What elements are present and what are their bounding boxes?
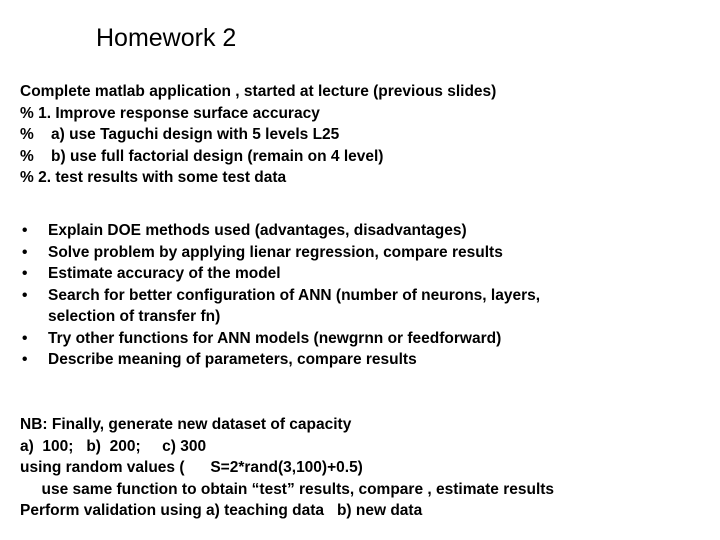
nb-line: using random values ( S=2*rand(3,100)+0.5) xyxy=(20,459,363,476)
nb-line: Perform validation using a) teaching data b) new data xyxy=(20,502,423,519)
bullet-icon: • xyxy=(22,265,28,282)
bullet-icon: • xyxy=(22,329,28,347)
bullet-text: Try other functions for ANN models (newgrnn or feedforward) xyxy=(48,329,502,347)
bullet-icon: • xyxy=(22,222,28,239)
intro-text xyxy=(20,81,496,189)
bullet-item xyxy=(22,285,608,328)
nb-line: a) 100; b) 200; c) 300 xyxy=(20,437,207,455)
bullet-item xyxy=(22,220,608,242)
bullet-item xyxy=(22,349,608,371)
intro-line: % 1. Improve response surface accuracy xyxy=(20,104,320,122)
bullet-text: Search for better configuration of ANN (number of neurons, layers, selection of transfer fn) xyxy=(48,286,541,325)
intro-line: % b) use full factorial design (remain on 4 level) xyxy=(20,147,384,165)
intro-line: % 2. test results with some test data xyxy=(20,169,287,186)
nb-line: use same function to obtain “test” results, compare , estimate results xyxy=(20,480,555,498)
nb-text xyxy=(20,414,554,522)
bullet-text: Estimate accuracy of the model xyxy=(48,265,281,282)
slide-title: Homework 2 xyxy=(96,24,237,52)
bullet-icon: • xyxy=(22,286,28,304)
bullet-icon: • xyxy=(22,243,28,261)
bullet-icon: • xyxy=(22,351,28,368)
bullet-item xyxy=(22,328,608,350)
nb-line: NB: Finally, generate new dataset of capacity xyxy=(20,416,352,433)
intro-line: % a) use Taguchi design with 5 levels L25 xyxy=(20,126,340,143)
bullet-list xyxy=(22,220,608,371)
bullet-text: Explain DOE methods used (advantages, disadvantages) xyxy=(48,222,467,239)
intro-line: Complete matlab application , started at lecture (previous slides) xyxy=(20,83,497,100)
bullet-item xyxy=(22,263,608,285)
bullet-item xyxy=(22,242,608,264)
bullet-text: Describe meaning of parameters, compare results xyxy=(48,351,417,368)
bullet-text: Solve problem by applying lienar regression, compare results xyxy=(48,243,503,261)
